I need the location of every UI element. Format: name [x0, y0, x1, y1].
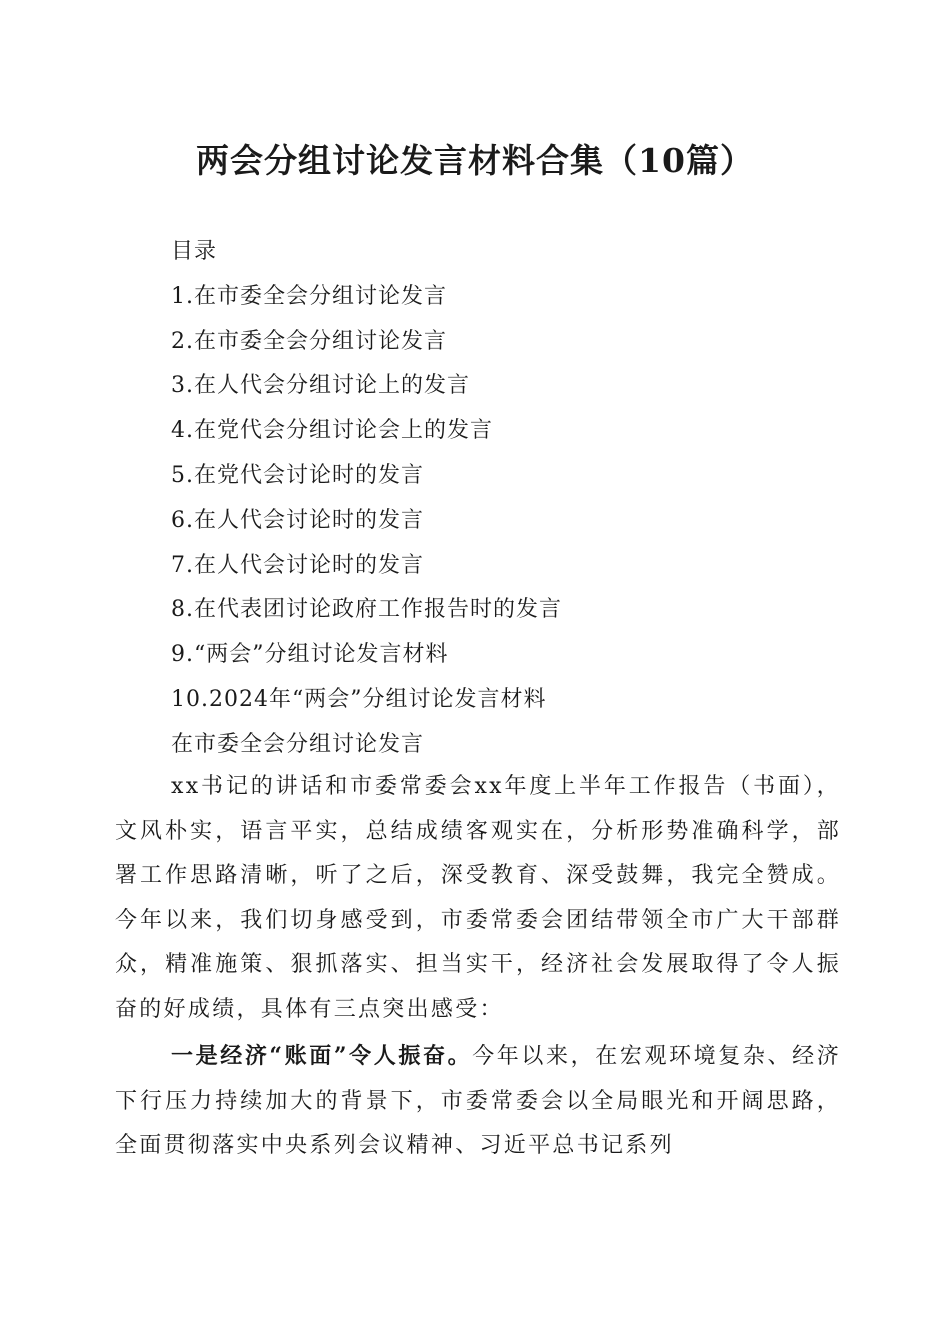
toc-item: 4.在党代会分组讨论会上的发言	[171, 418, 493, 444]
paragraph-lead: 一是经济“账面”令人振奋。	[171, 1043, 473, 1069]
toc-item: 1.在市委全会分组讨论发言	[171, 283, 447, 309]
document-title: 两会分组讨论发言材料合集（10篇）	[196, 141, 754, 180]
toc-item: 2.在市委全会分组讨论发言	[171, 328, 447, 354]
body-paragraph: xx书记的讲话和市委常委会xx年度上半年工作报告（书面），文风朴实，语言平实，总结成绩客观实在，分析形势准确科学，部署工作思路清晰，听了之后，深受教育、深受鼓舞，我完全赞成。今年以来，我们切身感受到，市委常委会团结带领全市广大干部群众，精准施策、狠抓落实、担当实干，经济社会发展取得了令人振奋的好成绩，具体有三点突出感受：	[115, 774, 841, 1022]
toc-item: 6.在人代会讨论时的发言	[171, 507, 424, 533]
toc-item: 7.在人代会讨论时的发言	[171, 552, 424, 578]
toc-item: 5.在党代会讨论时的发言	[171, 462, 424, 488]
section-heading: 在市委全会分组讨论发言	[171, 731, 425, 757]
body-paragraph	[115, 1034, 841, 1169]
toc-heading: 目录	[171, 239, 218, 264]
toc-item: 3.在人代会分组讨论上的发言	[171, 373, 470, 399]
toc-item: 8.在代表团讨论政府工作报告时的发言	[171, 597, 562, 623]
toc-item: 10.2024年“两会”分组讨论发言材料	[171, 686, 547, 712]
toc-item: 9.“两会”分组讨论发言材料	[171, 642, 449, 668]
paragraph-text: 今年以来，在宏观环境复杂、经济下行压力持续加大的背景下，市委常委会以全局眼光和开阔思路，全面贯彻落实中央系列会议精神、习近平总书记系列	[115, 1044, 841, 1159]
table-of-contents	[171, 230, 871, 768]
